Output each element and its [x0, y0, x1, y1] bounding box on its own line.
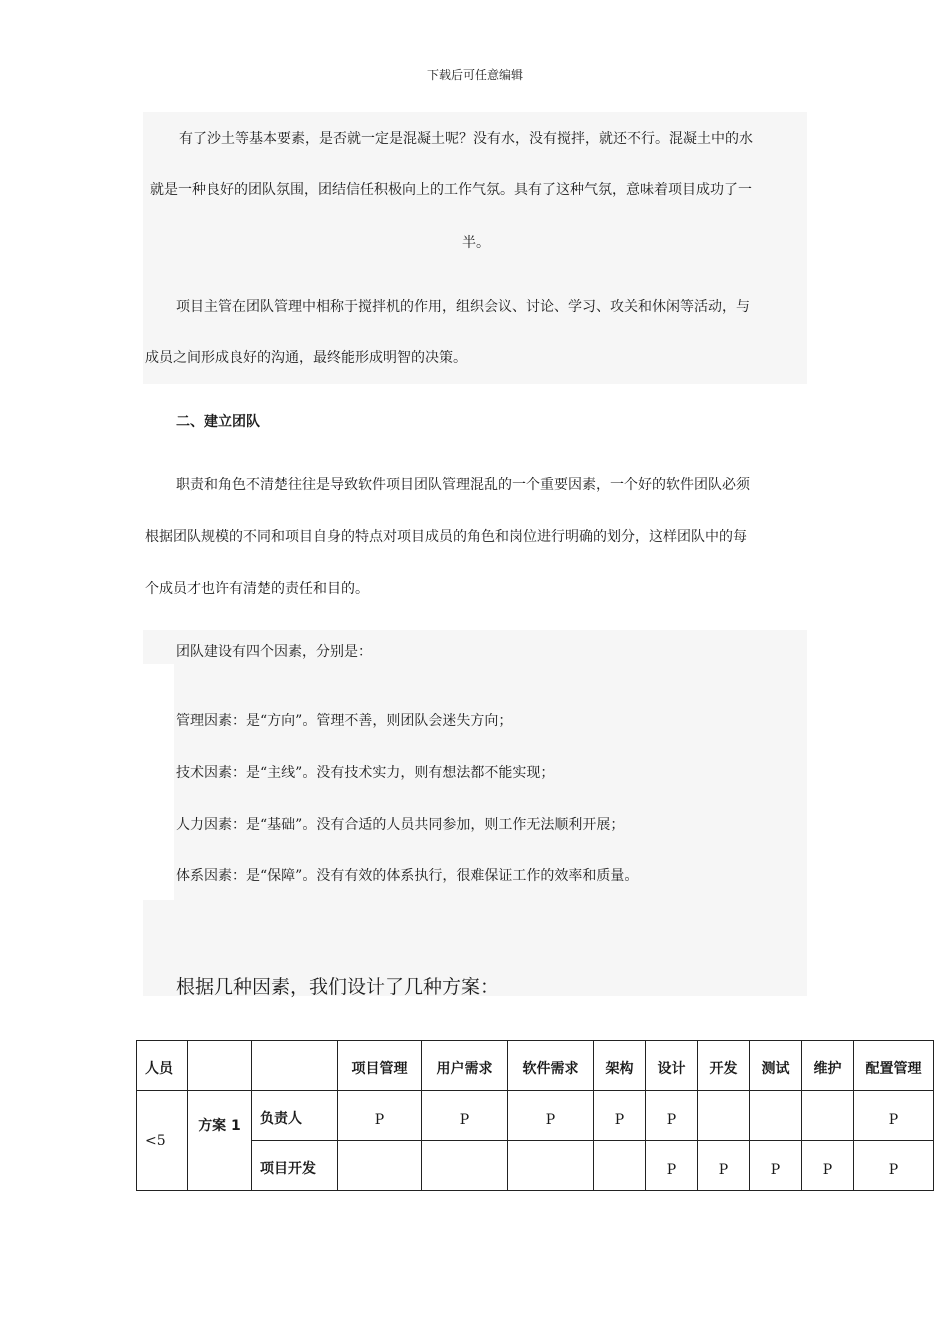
factor-technology: 技术因素：是“主线”。没有技术实力，则有想法都不能实现；: [176, 765, 555, 781]
plan-table: [136, 1040, 934, 1191]
table-cell: P: [646, 1091, 698, 1141]
header-cell-development: 开发: [698, 1041, 750, 1091]
header-cell-configuration-management: 配置管理: [854, 1041, 934, 1091]
para2-line-2: 成员之间形成良好的沟通，最终能形成明智的决策。: [145, 350, 467, 366]
table-row: [137, 1091, 934, 1141]
table-cell: P: [854, 1141, 934, 1191]
header-cell-blank-2: [252, 1041, 338, 1091]
table-cell: [750, 1091, 802, 1141]
table-cell: [508, 1141, 594, 1191]
factors-intro: 团队建设有四个因素，分别是：: [176, 644, 372, 660]
table-cell: P: [508, 1091, 594, 1141]
para1-line-1: 有了沙土等基本要素，是否就一定是混凝土呢？没有水，没有搅拌，就还不行。混凝土中的水: [179, 131, 753, 147]
header-cell-maintenance: 维护: [802, 1041, 854, 1091]
table-cell: P: [750, 1141, 802, 1191]
table-cell: [594, 1141, 646, 1191]
para2-line-1: 项目主管在团队管理中相称于搅拌机的作用，组织会议、讨论、学习、攻关和休闲等活动，与: [176, 299, 750, 315]
table-cell: P: [422, 1091, 508, 1141]
para1-line-3: 半。: [462, 235, 490, 251]
header-cell-blank-1: [188, 1041, 252, 1091]
section-heading: 二、建立团队: [176, 414, 260, 430]
plan-label-cell: 方案 1: [188, 1091, 252, 1191]
table-row: [137, 1141, 934, 1191]
role-cell: 项目开发: [252, 1141, 338, 1191]
header-cell-user-requirements: 用户需求: [422, 1041, 508, 1091]
table-cell: [802, 1091, 854, 1141]
header-cell-project-management: 项目管理: [338, 1041, 422, 1091]
header-cell-testing: 测试: [750, 1041, 802, 1091]
header-cell-personnel: 人员: [137, 1041, 188, 1091]
table-cell: P: [594, 1091, 646, 1141]
para3-line-3: 个成员才也许有清楚的责任和目的。: [145, 581, 369, 597]
role-cell: 负责人: [252, 1091, 338, 1141]
table-cell: P: [338, 1091, 422, 1141]
table-header-row: [137, 1041, 934, 1091]
table-cell: P: [646, 1141, 698, 1191]
table-cell: P: [854, 1091, 934, 1141]
table-cell: [422, 1141, 508, 1191]
table-cell: P: [698, 1141, 750, 1191]
header-cell-design: 设计: [646, 1041, 698, 1091]
table-cell: [338, 1141, 422, 1191]
header-cell-architecture: 架构: [594, 1041, 646, 1091]
page-header: 下载后可任意编辑: [426, 68, 523, 82]
factor-system: 体系因素：是“保障”。没有有效的体系执行，很难保证工作的效率和质量。: [176, 868, 639, 884]
table-cell: [698, 1091, 750, 1141]
factor-manpower: 人力因素：是“基础”。没有合适的人员共同参加，则工作无法顺利开展；: [176, 817, 625, 833]
factor-management: 管理因素：是“方向”。管理不善，则团队会迷失方向；: [176, 713, 513, 729]
group-label-cell: <5: [137, 1091, 188, 1191]
plans-title: 根据几种因素，我们设计了几种方案：: [176, 976, 500, 998]
para3-line-2: 根据团队规模的不同和项目自身的特点对项目成员的角色和岗位进行明确的划分，这样团队中的每: [145, 529, 747, 545]
para3-line-1: 职责和角色不清楚往往是导致软件项目团队管理混乱的一个重要因素，一个好的软件团队必须: [176, 477, 750, 493]
para1-line-2: 就是一种良好的团队氛围，团结信任积极向上的工作气氛。具有了这种气氛，意味着项目成功了一: [150, 182, 752, 198]
header-cell-software-requirements: 软件需求: [508, 1041, 594, 1091]
table-cell: P: [802, 1141, 854, 1191]
